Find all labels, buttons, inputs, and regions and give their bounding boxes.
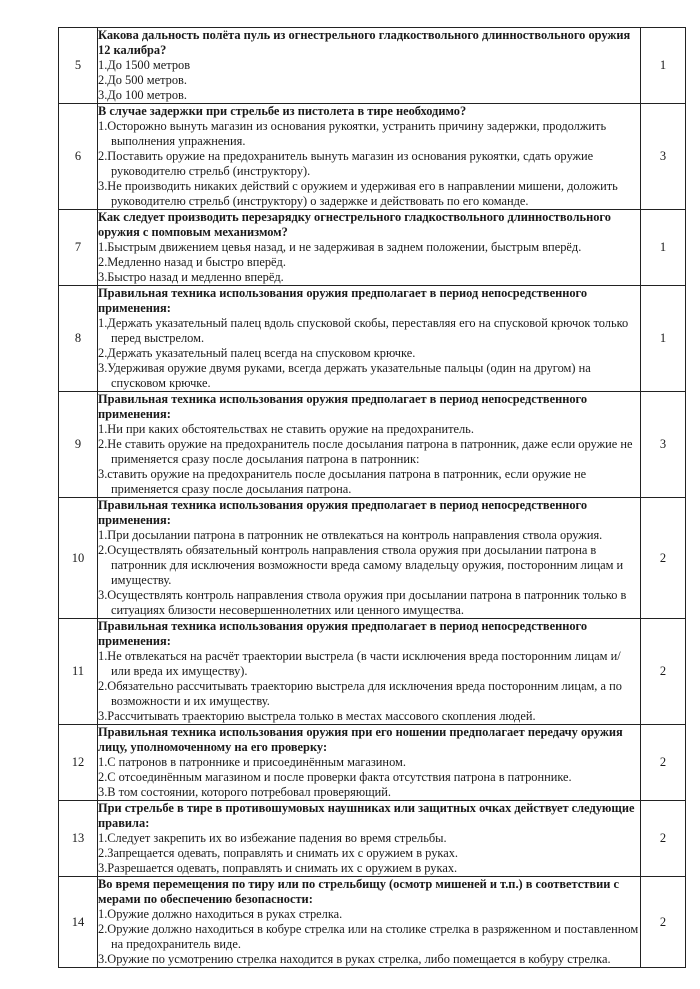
option-number: 3. xyxy=(98,709,108,723)
answer-option xyxy=(98,119,640,149)
option-text: С отсоединённым магазином и после проверки факта отсутствия патрона в патроннике. xyxy=(107,770,572,784)
correct-answer: 1 xyxy=(641,286,686,392)
question-row xyxy=(59,725,686,801)
answer-option xyxy=(98,467,640,497)
document-page xyxy=(58,27,682,968)
option-text: Быстрым движением цевья назад, и не задерживая в заднем положении, быстрым вперёд. xyxy=(107,240,582,254)
option-number: 1. xyxy=(98,755,108,769)
option-number: 1. xyxy=(98,422,108,436)
answer-options xyxy=(98,422,640,497)
option-text: Разрешается одевать, поправлять и снимать их с оружием в руках. xyxy=(107,861,458,875)
question-row xyxy=(59,286,686,392)
question-row xyxy=(59,801,686,877)
question-text: Какова дальность полёта пуль из огнестрельного гладкоствольного длинноствольного оружия 12 калибра? xyxy=(98,28,631,57)
question-row xyxy=(59,210,686,286)
answer-option xyxy=(98,755,640,770)
option-text: В том состоянии, которого потребовал проверяющий. xyxy=(107,785,391,799)
option-number: 2. xyxy=(98,437,108,451)
option-number: 2. xyxy=(98,149,108,163)
option-number: 3. xyxy=(98,270,108,284)
questions-table-body xyxy=(59,28,686,968)
option-number: 2. xyxy=(98,922,108,936)
question-content xyxy=(98,210,641,286)
correct-answer: 1 xyxy=(641,28,686,104)
option-text: Оружие должно находиться в кобуре стрелка или на столике стрелка в разряженном и поставленном на предохранитель виде. xyxy=(107,922,639,951)
option-text: Медленно назад и быстро вперёд. xyxy=(107,255,286,269)
question-content xyxy=(98,725,641,801)
question-content xyxy=(98,619,641,725)
question-number: 12 xyxy=(59,725,98,801)
option-number: 2. xyxy=(98,346,108,360)
answer-option xyxy=(98,73,640,88)
option-number: 2. xyxy=(98,846,108,860)
option-text: Запрещается одевать, поправлять и снимать их с оружием в руках. xyxy=(107,846,459,860)
question-row xyxy=(59,619,686,725)
correct-answer: 3 xyxy=(641,104,686,210)
answer-option xyxy=(98,952,640,967)
answer-option xyxy=(98,543,640,588)
question-text: Во время перемещения по тиру или по стрельбищу (осмотр мишеней и т.п.) в соответствии с мерами по обеспечению безопасности: xyxy=(98,877,619,906)
answer-option xyxy=(98,240,640,255)
answer-option xyxy=(98,528,640,543)
correct-answer: 3 xyxy=(641,392,686,498)
question-text: В случае задержки при стрельбе из пистолета в тире необходимо? xyxy=(98,104,467,118)
questions-table xyxy=(58,27,686,968)
option-number: 2. xyxy=(98,255,108,269)
correct-answer: 2 xyxy=(641,498,686,619)
question-row xyxy=(59,877,686,968)
question-content xyxy=(98,877,641,968)
option-number: 1. xyxy=(98,907,108,921)
option-number: 1. xyxy=(98,316,108,330)
answer-option xyxy=(98,437,640,467)
answer-option xyxy=(98,346,640,361)
option-number: 2. xyxy=(98,543,108,557)
question-content xyxy=(98,498,641,619)
option-text: Осуществлять обязательный контроль направления ствола оружия при досылании патрона в патронник для исключения возможности вреда самому владельцу оружия, посторонним лицам и имуществу. xyxy=(107,543,624,587)
question-content xyxy=(98,392,641,498)
answer-option xyxy=(98,316,640,346)
option-text: Обязательно рассчитывать траекторию выстрела для исключения вреда посторонним лицам, а по возможности и их имуществу. xyxy=(107,679,622,708)
option-text: Оружие должно находиться в руках стрелка. xyxy=(107,907,343,921)
question-number: 11 xyxy=(59,619,98,725)
question-row xyxy=(59,104,686,210)
question-text: Правильная техника использования оружия предполагает в период непосредственного применения: xyxy=(98,286,588,315)
answer-option xyxy=(98,846,640,861)
option-number: 3. xyxy=(98,88,108,102)
option-text: ставить оружие на предохранитель после досылания патрона в патронник, если оружие не применяется сразу после досылания патрона. xyxy=(107,467,587,496)
option-number: 1. xyxy=(98,831,108,845)
answer-option xyxy=(98,922,640,952)
option-text: Оружие по усмотрению стрелка находится в руках стрелка, либо помещается в кобуру стрелка. xyxy=(107,952,611,966)
option-text: С патронов в патроннике и присоединённым магазином. xyxy=(107,755,406,769)
answer-option xyxy=(98,907,640,922)
option-number: 1. xyxy=(98,528,108,542)
option-number: 3. xyxy=(98,785,108,799)
option-number: 2. xyxy=(98,679,108,693)
question-number: 10 xyxy=(59,498,98,619)
correct-answer: 2 xyxy=(641,619,686,725)
question-number: 5 xyxy=(59,28,98,104)
option-text: Следует закрепить их во избежание падения во время стрельбы. xyxy=(107,831,447,845)
question-text: Правильная техника использования оружия предполагает в период непосредственного применения: xyxy=(98,498,588,527)
question-number: 8 xyxy=(59,286,98,392)
correct-answer: 2 xyxy=(641,801,686,877)
answer-options xyxy=(98,58,640,103)
answer-option xyxy=(98,270,640,285)
option-text: Не производить никаких действий с оружием и удерживая его в направлении мишени, доложить руководителю стрельб (инструктору) о задержке и действовать по его команде. xyxy=(107,179,618,208)
question-text: Как следует производить перезарядку огнестрельного гладкоствольного длинноствольного оружия с помповым механизмом? xyxy=(98,210,611,239)
answer-option xyxy=(98,649,640,679)
answer-options xyxy=(98,907,640,967)
answer-options xyxy=(98,240,640,285)
question-content xyxy=(98,286,641,392)
question-text: Правильная техника использования оружия предполагает в период непосредственного применения: xyxy=(98,392,588,421)
question-number: 6 xyxy=(59,104,98,210)
answer-option xyxy=(98,255,640,270)
option-number: 1. xyxy=(98,240,108,254)
option-number: 1. xyxy=(98,58,108,72)
answer-option xyxy=(98,422,640,437)
answer-option xyxy=(98,861,640,876)
answer-option xyxy=(98,149,640,179)
question-text: При стрельбе в тире в противошумовых наушниках или защитных очках действует следующие правила: xyxy=(98,801,635,830)
answer-option xyxy=(98,709,640,724)
option-number: 3. xyxy=(98,861,108,875)
option-text: Ни при каких обстоятельствах не ставить оружие на предохранитель. xyxy=(107,422,474,436)
answer-option xyxy=(98,770,640,785)
option-text: При досылании патрона в патронник не отвлекаться на контроль направления ствола оружия. xyxy=(107,528,603,542)
option-number: 3. xyxy=(98,361,108,375)
answer-options xyxy=(98,831,640,876)
question-content xyxy=(98,104,641,210)
option-text: До 500 метров. xyxy=(107,73,187,87)
option-text: Рассчитывать траекторию выстрела только в местах массового скопления людей. xyxy=(107,709,536,723)
option-text: До 1500 метров xyxy=(107,58,191,72)
question-text: Правильная техника использования оружия предполагает в период непосредственного применения: xyxy=(98,619,588,648)
option-text: Не ставить оружие на предохранитель после досылания патрона в патронник, даже если оружие не применяется сразу после досылания патрона в патронник: xyxy=(107,437,633,466)
answer-options xyxy=(98,316,640,391)
answer-option xyxy=(98,58,640,73)
question-number: 14 xyxy=(59,877,98,968)
question-row xyxy=(59,28,686,104)
option-text: Не отвлекаться на расчёт траектории выстрела (в части исключения вреда посторонним лицам и/или вреда их имуществу). xyxy=(107,649,621,678)
question-number: 7 xyxy=(59,210,98,286)
question-row xyxy=(59,498,686,619)
option-number: 3. xyxy=(98,588,108,602)
answer-option xyxy=(98,361,640,391)
answer-options xyxy=(98,755,640,800)
option-number: 2. xyxy=(98,770,108,784)
question-content xyxy=(98,801,641,877)
question-content xyxy=(98,28,641,104)
option-number: 1. xyxy=(98,119,108,133)
option-text: Осуществлять контроль направления ствола оружия при досылании патрона в патронник только в ситуациях близости несовершеннолетних или ценного имущества. xyxy=(107,588,627,617)
answer-option xyxy=(98,588,640,618)
question-number: 13 xyxy=(59,801,98,877)
option-text: Поставить оружие на предохранитель вынуть магазин из основания рукоятки, сдать оружие руководителю стрельб (инструктору). xyxy=(107,149,594,178)
answer-options xyxy=(98,528,640,618)
option-text: Держать указательный палец всегда на спусковом крючке. xyxy=(107,346,416,360)
answer-option xyxy=(98,88,640,103)
option-number: 1. xyxy=(98,649,108,663)
option-text: До 100 метров. xyxy=(107,88,187,102)
correct-answer: 2 xyxy=(641,725,686,801)
answer-option xyxy=(98,679,640,709)
option-number: 2. xyxy=(98,73,108,87)
option-text: Удерживая оружие двумя руками, всегда держать указательные пальцы (один на другом) на спусковом крючке. xyxy=(107,361,591,390)
answer-options xyxy=(98,119,640,209)
answer-option xyxy=(98,785,640,800)
correct-answer: 2 xyxy=(641,877,686,968)
option-number: 3. xyxy=(98,179,108,193)
option-text: Осторожно вынуть магазин из основания рукоятки, устранить причину задержки, продолжить выполнения упражнения. xyxy=(107,119,607,148)
answer-option xyxy=(98,831,640,846)
question-number: 9 xyxy=(59,392,98,498)
option-number: 3. xyxy=(98,952,108,966)
answer-option xyxy=(98,179,640,209)
option-text: Держать указательный палец вдоль спусковой скобы, переставляя его на спусковой крючок только перед выстрелом. xyxy=(107,316,629,345)
question-row xyxy=(59,392,686,498)
option-text: Быстро назад и медленно вперёд. xyxy=(107,270,284,284)
correct-answer: 1 xyxy=(641,210,686,286)
question-text: Правильная техника использования оружия при его ношении предполагает передачу оружия лицу, уполномоченному на его проверку: xyxy=(98,725,623,754)
answer-options xyxy=(98,649,640,724)
option-number: 3. xyxy=(98,467,108,481)
